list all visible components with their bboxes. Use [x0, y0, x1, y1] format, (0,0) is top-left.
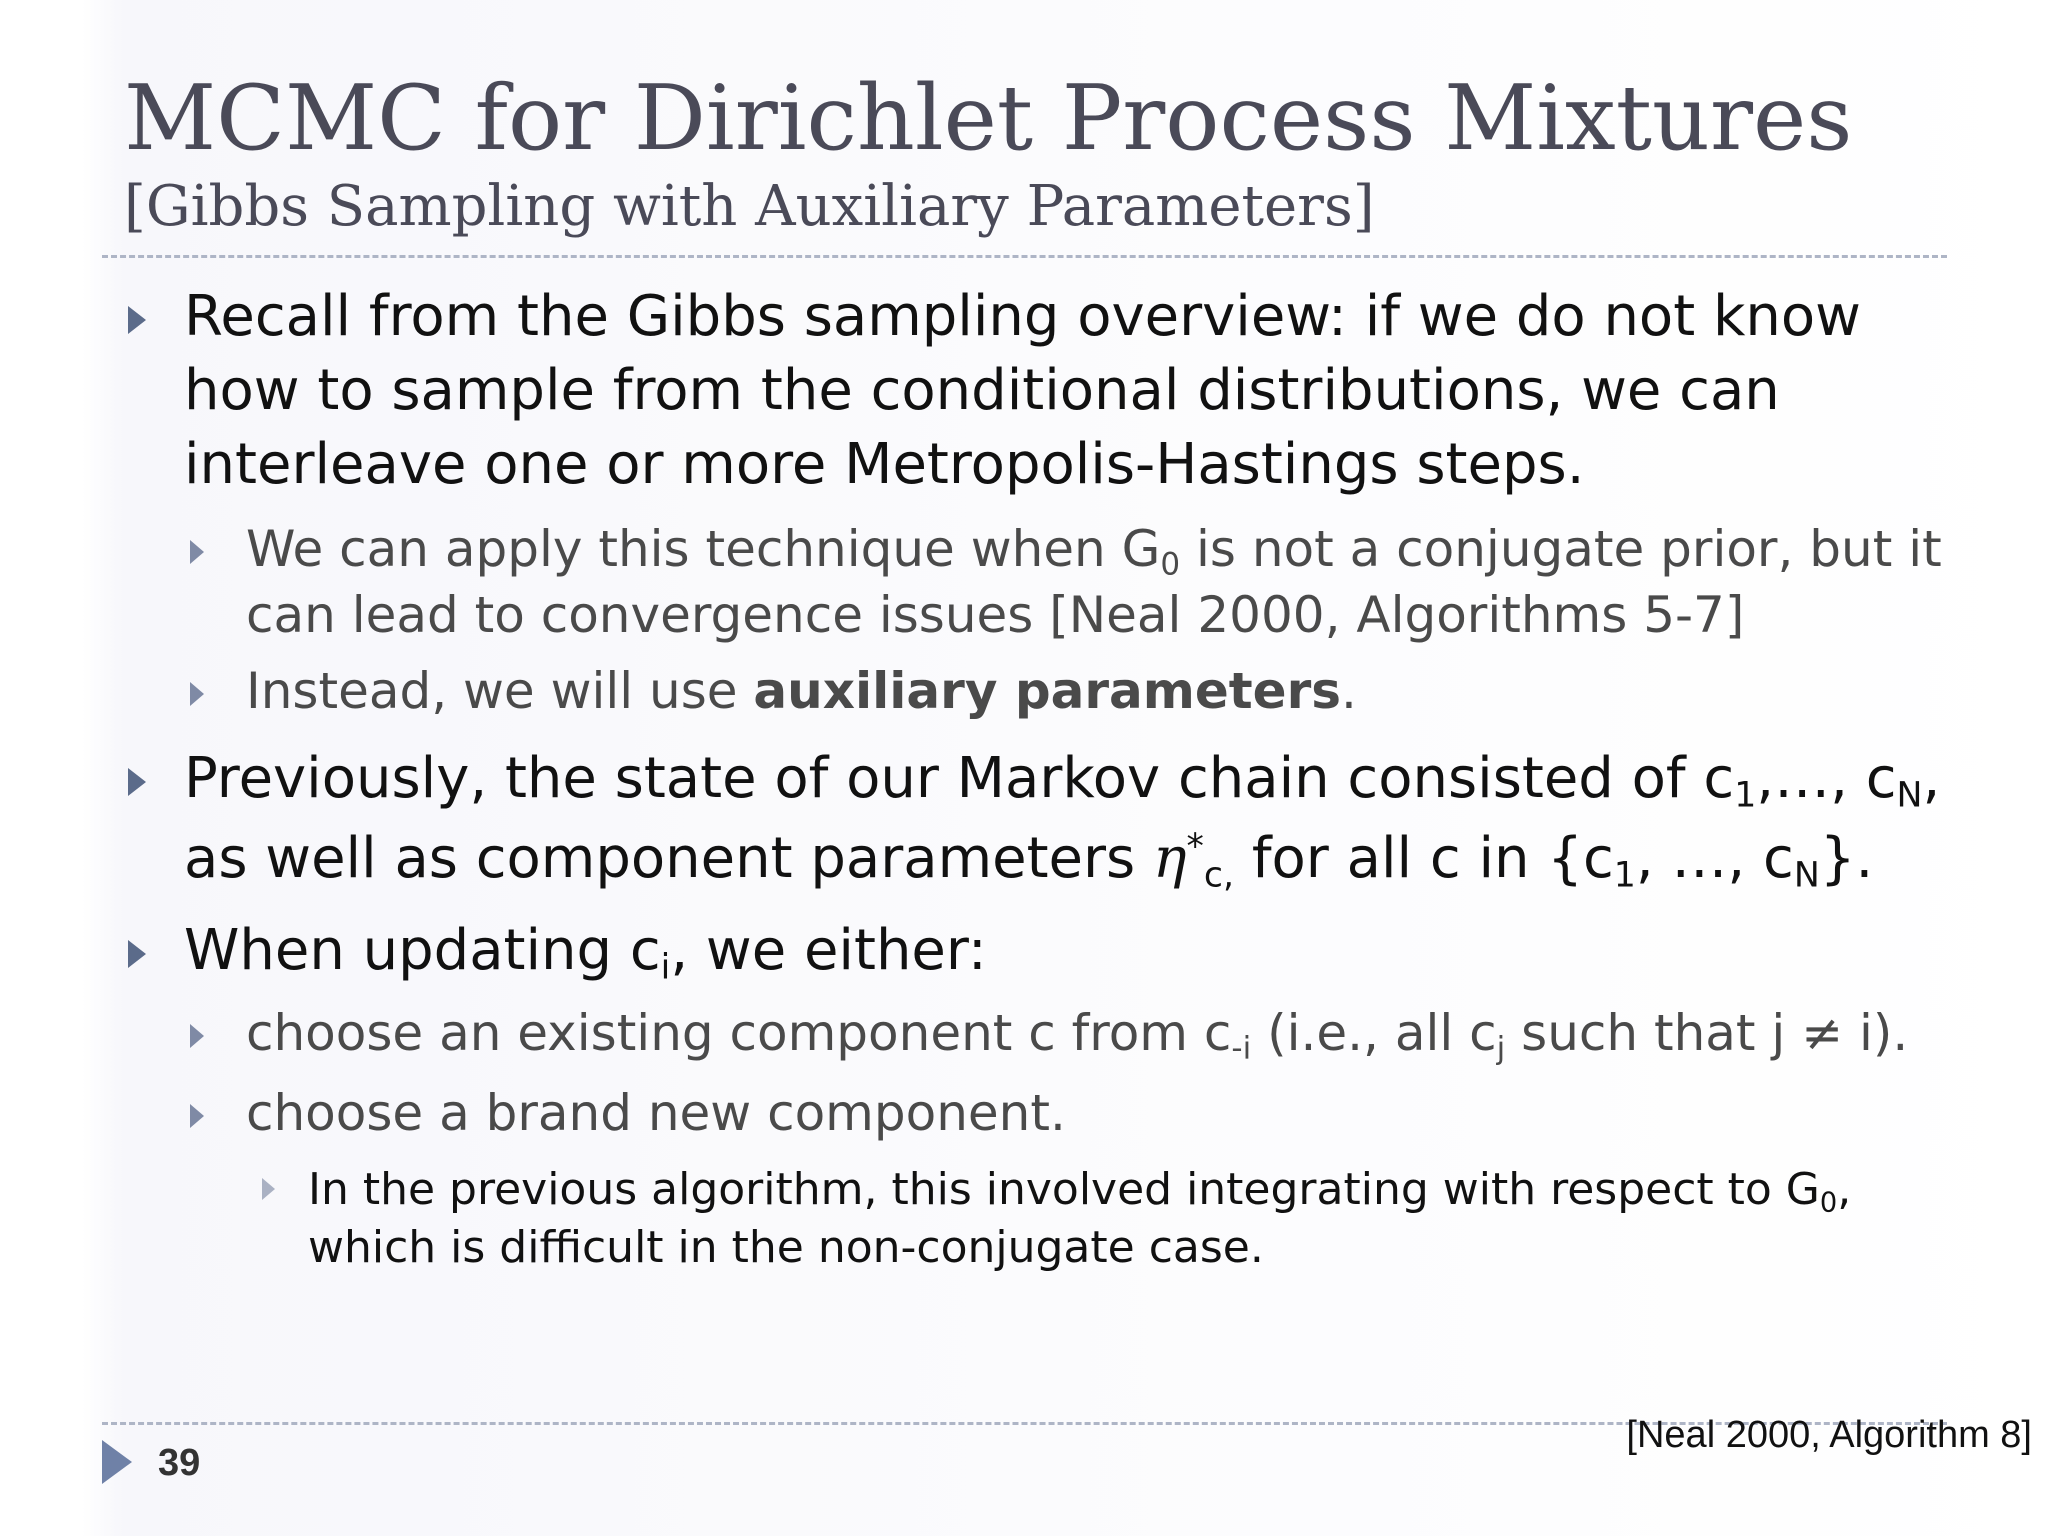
bullet-1a-line-2: can lead to convergence issues [Neal 2000, Algorithms 5-7]	[246, 586, 1745, 644]
bullet-arrow-icon	[128, 306, 146, 334]
citation: [Neal 2000, Algorithm 8]	[1626, 1414, 2032, 1456]
page-number: 39	[158, 1442, 201, 1484]
bullet-3b1-line-1: In the previous algorithm, this involved integrating with respect to $G_0$,	[308, 1164, 1852, 1219]
bullet-3b: choose a brand new component.	[246, 1084, 1066, 1142]
sub-sub-bullet-arrow-icon	[262, 1178, 275, 1200]
bullet-1-line-3: interleave one or more Metropolis-Hastings steps.	[184, 432, 1585, 497]
sub-bullet-arrow-icon	[190, 682, 204, 706]
bullet-2-line-2: as well as component parameters $\eta^*_{c,}$ for all c in {$c_1$, …, $c_N$}.	[184, 826, 1874, 896]
bullet-arrow-icon	[128, 768, 146, 796]
bullet-3b1-line-2: which is difficult in the non-conjugate case.	[308, 1222, 1264, 1273]
bullet-arrow-icon	[128, 940, 146, 968]
sub-bullet-arrow-icon	[190, 540, 204, 564]
bullet-1b: Instead, we will use auxiliary parameters.	[246, 662, 1357, 720]
page-arrow-icon	[102, 1440, 132, 1484]
sub-bullet-arrow-icon	[190, 1024, 204, 1048]
bullet-3: When updating $c_i$, we either:	[184, 918, 987, 988]
bullet-1-line-2: how to sample from the conditional distributions, we can	[184, 358, 1780, 423]
bullet-2-line-1: Previously, the state of our Markov chain consisted of $c_1,\dots$, $c_N$,	[184, 746, 1941, 816]
bullet-3a: choose an existing component c from $c_{-i}$ (i.e., all $c_j$ such that j ≠ i).	[246, 1004, 1909, 1067]
title-divider	[102, 255, 1947, 258]
slide-title: MCMC for Dirichlet Process Mixtures	[124, 66, 1853, 171]
bullet-1-line-1: Recall from the Gibbs sampling overview: if we do not know	[184, 284, 1861, 349]
sub-bullet-arrow-icon	[190, 1104, 204, 1128]
slide-subtitle: [Gibbs Sampling with Auxiliary Parameters]	[124, 174, 1375, 239]
bullet-1a-line-1: We can apply this technique when $G_0$ is not a conjugate prior, but it	[246, 520, 1942, 583]
